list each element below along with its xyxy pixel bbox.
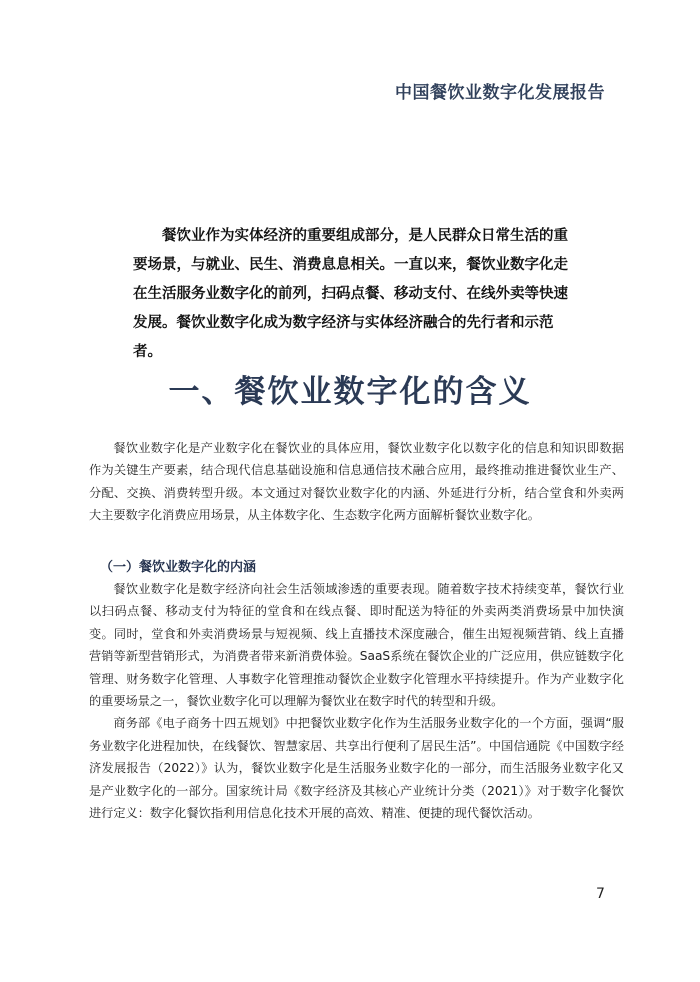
section-paragraph: 餐饮业数字化是数字经济向社会生活领域渗透的重要表现。随着数字技术持续变革，餐饮行业以扫码点餐、移动支付为特征的堂食和在线点餐、即时配送为特征的外卖两类消费场景中加快演变。同时，堂食和外卖消费场景与短视频、线上直播技术深度融合，催生出短视频营销、线上直播营销等新型营销形式，为消费者带来新消费体验。SaaS系统在餐饮企业的广泛应用，供应链数字化管理、财务数字化管理、人事数字化管理推动餐饮企业数字化管理水平持续提升。作为产业数字化的重要场景之一，餐饮业数字化可以理解为餐饮业在数字时代的转型和升级。: [89, 582, 624, 709]
section-body: [89, 578, 624, 824]
intro-block: [133, 222, 573, 367]
chapter-intro-paragraph: 餐饮业数字化是产业数字化在餐饮业的具体应用，餐饮业数字化以数字化的信息和知识即数据作为关键生产要素，结合现代信息基础设施和信息通信技术融合应用，最终推动推进餐饮业生产、分配、交换、消费转型升级。本文通过对餐饮业数字化的内涵、外延进行分析，结合堂食和外卖两大主要数字化消费应用场景，从主体数字化、生态数字化两方面解析餐饮业数字化。: [89, 441, 624, 523]
section-paragraph: 商务部《电子商务十四五规划》中把餐饮业数字化作为生活服务业数字化的一个方面，强调“服务业数字化进程加快，在线餐饮、智慧家居、共享出行便利了居民生活”。中国信通院《中国数字经济发展报告（2022）》认为，餐饮业数字化是生活服务业数字化的一部分，而生活服务业数字化又是产业数字化的一部分。国家统计局《数字经济及其核心产业统计分类（2021）》对于数字化餐饮进行定义：数字化餐饮指利用信息化技术开展的高效、精准、便捷的现代餐饮活动。: [89, 716, 624, 821]
chapter-intro-block: [89, 437, 624, 527]
section-title: （一）餐饮业数字化的内涵: [100, 560, 257, 575]
intro-paragraph: 餐饮业作为实体经济的重要组成部分，是人民群众日常生活的重要场景，与就业、民生、消费息息相关。一直以来，餐饮业数字化走在生活服务业数字化的前列，扫码点餐、移动支付、在线外卖等快速发展。餐饮业数字化成为数字经济与实体经济融合的先行者和示范者。: [133, 228, 568, 360]
report-header-title: 中国餐饮业数字化发展报告: [395, 83, 605, 103]
page-number: 7: [596, 886, 605, 902]
chapter-title: 一、餐饮业数字化的含义: [168, 374, 532, 410]
